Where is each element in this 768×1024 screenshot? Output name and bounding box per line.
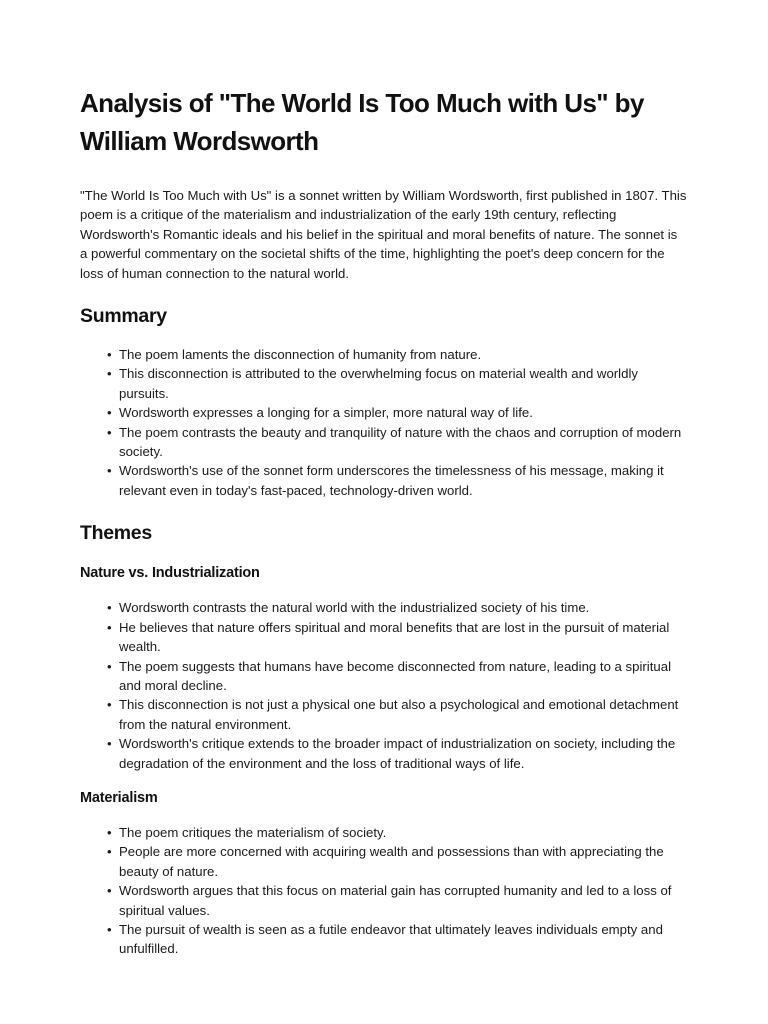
summary-list — [80, 345, 688, 500]
list-item-text: The poem laments the disconnection of humanity from nature. — [119, 347, 482, 363]
bullet-icon: • — [107, 347, 112, 363]
list-item-text: This disconnection is attributed to the overwhelming focus on material wealth and worldly pursuits. — [119, 366, 638, 401]
list-item-text: The poem critiques the materialism of society. — [119, 824, 387, 840]
list-item-text: The poem suggests that humans have become disconnected from nature, leading to a spiritual and moral decline. — [119, 658, 672, 693]
bullet-icon: • — [107, 463, 112, 479]
list-item — [107, 881, 688, 920]
materialism-heading: Materialism — [80, 789, 158, 806]
list-item — [107, 618, 688, 657]
list-item — [107, 657, 688, 696]
nature-industrialization-list — [80, 598, 688, 773]
list-item — [107, 695, 688, 734]
bullet-icon: • — [107, 824, 112, 840]
list-item — [107, 423, 688, 462]
list-item — [107, 461, 688, 500]
bullet-icon: • — [107, 600, 112, 616]
bullet-icon: • — [107, 844, 112, 860]
list-item-text: Wordsworth argues that this focus on material gain has corrupted humanity and led to a loss of spiritual values. — [119, 883, 672, 918]
list-item-text: The poem contrasts the beauty and tranquility of nature with the chaos and corruption of modern society. — [119, 424, 682, 460]
list-item — [107, 598, 688, 617]
list-item-text: Wordsworth's use of the sonnet form underscores the timelessness of his message, making it relevant even in today's fast-paced, technology-driven world. — [119, 463, 664, 498]
bullet-icon: • — [107, 424, 112, 440]
bullet-icon: • — [107, 405, 112, 421]
list-item-text: Wordsworth contrasts the natural world with the industrialized society of his time. — [119, 600, 590, 616]
list-item-text: People are more concerned with acquiring wealth and possessions than with appreciating the beauty of nature. — [119, 844, 664, 879]
bullet-icon: • — [107, 658, 112, 674]
page-title: Analysis of "The World Is Too Much with Us" by William Wordsworth — [80, 88, 644, 156]
list-item-text: The pursuit of wealth is seen as a futile endeavor that ultimately leaves individuals empty and unfulfilled. — [119, 921, 663, 957]
list-item — [107, 734, 688, 773]
list-item-text: Wordsworth's critique extends to the broader impact of industrialization on society, including the degradation of the environment and the loss of traditional ways of life. — [119, 736, 676, 771]
list-item-text: He believes that nature offers spiritual and moral benefits that are lost in the pursuit of material wealth. — [119, 619, 670, 655]
bullet-icon: • — [107, 921, 112, 937]
list-item — [107, 403, 688, 422]
list-item-text: Wordsworth expresses a longing for a simpler, more natural way of life. — [119, 405, 533, 421]
materialism-list — [80, 823, 688, 959]
list-item — [107, 364, 688, 403]
intro-paragraph: "The World Is Too Much with Us" is a sonnet written by William Wordsworth, first published in 1807. This poem is a critique of the materialism and industrialization of the early 19th century, reflecting Wordsworth's Romantic ideals and his belief in the spiritual and moral benefits of nature. The sonnet is a powerful commentary on the societal shifts of the time, highlighting the poet's deep concern for the loss of human connection to the natural world. — [80, 188, 687, 281]
bullet-icon: • — [107, 619, 112, 635]
list-item — [107, 920, 688, 959]
bullet-icon: • — [107, 697, 112, 713]
bullet-icon: • — [107, 736, 112, 752]
list-item — [107, 345, 688, 364]
nature-industrialization-heading: Nature vs. Industrialization — [80, 565, 260, 582]
themes-heading: Themes — [80, 522, 152, 545]
bullet-icon: • — [107, 883, 112, 899]
list-item — [107, 842, 688, 881]
summary-heading: Summary — [80, 305, 167, 328]
list-item-text: This disconnection is not just a physical one but also a psychological and emotional detachment from the natural environment. — [119, 697, 679, 732]
bullet-icon: • — [107, 366, 112, 382]
list-item — [107, 823, 688, 842]
